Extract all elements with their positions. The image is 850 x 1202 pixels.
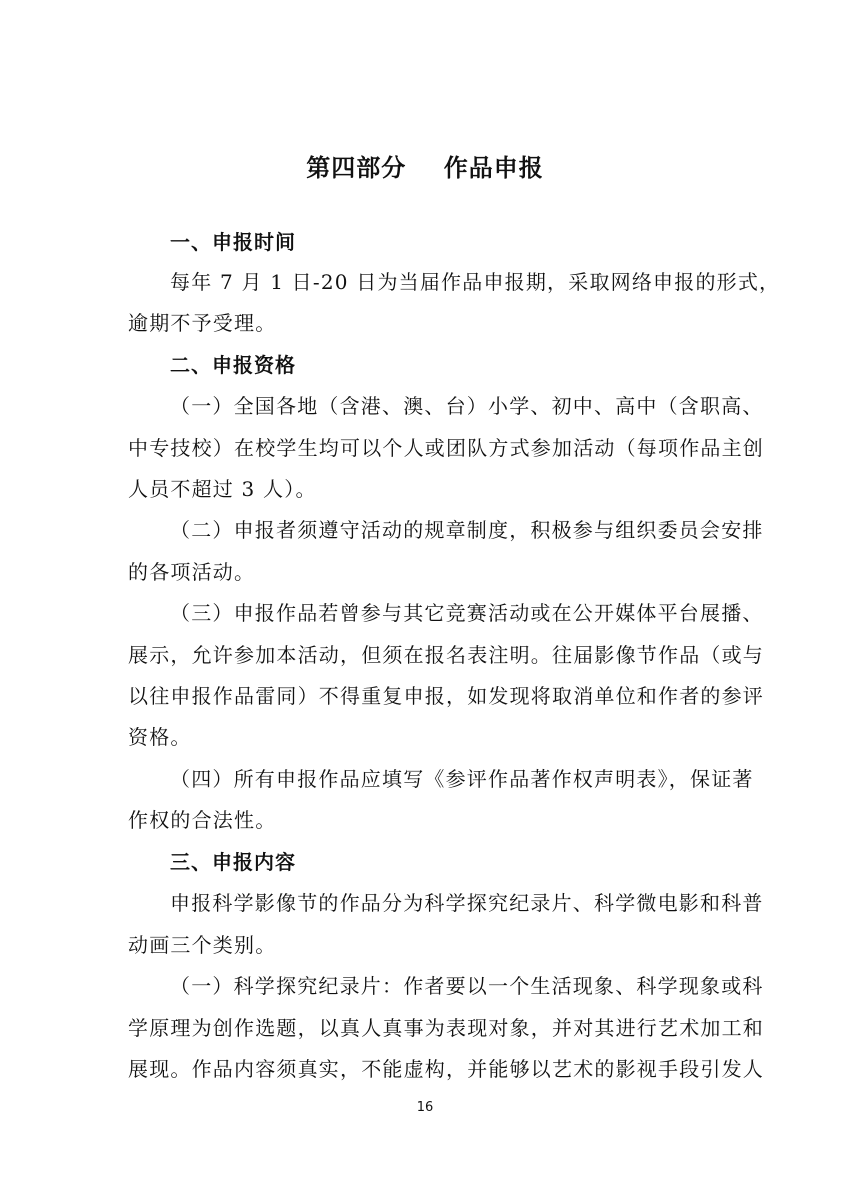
section-heading-time: 一、申报时间 (170, 230, 296, 254)
section-heading-eligibility: 二、申报资格 (170, 353, 296, 377)
paragraph-line: 逾期不予受理。 (128, 311, 277, 335)
paragraph-line: 作权的合法性。 (128, 808, 277, 832)
paragraph-line: 每年 7 月 1 日-20 日为当届作品申报期，采取网络申报的形式， (170, 270, 781, 294)
paragraph-line: 学原理为创作选题，以真人真事为表现对象，并对其进行艺术加工和 (128, 1016, 764, 1040)
page-number: 16 (416, 1100, 434, 1115)
paragraph-line: （四）所有申报作品应填写《参评作品著作权声明表》，保证著 (170, 767, 754, 791)
section-heading-content: 三、申报内容 (170, 850, 296, 874)
paragraph-line: （三）申报作品若曾参与其它竞赛活动或在公开媒体平台展播、 (170, 601, 764, 625)
paragraph-line: 动画三个类别。 (128, 933, 277, 957)
page-title: 第四部分 作品申报 (306, 153, 544, 182)
paragraph-line: 展现。作品内容须真实，不能虚构，并能够以艺术的影视手段引发人 (128, 1057, 764, 1081)
paragraph-line: （一）全国各地（含港、澳、台）小学、初中、高中（含职高、 (170, 394, 764, 418)
paragraph-line: 的各项活动。 (128, 560, 256, 584)
paragraph-line: 展示，允许参加本活动，但须在报名表注明。往届影像节作品（或与 (128, 643, 764, 667)
paragraph-line: （二）申报者须遵守活动的规章制度，积极参与组织委员会安排 (170, 518, 764, 542)
paragraph-line: 申报科学影像节的作品分为科学探究纪录片、科学微电影和科普 (170, 891, 764, 915)
paragraph-line: 以往申报作品雷同）不得重复申报，如发现将取消单位和作者的参评 (128, 684, 764, 708)
paragraph-line: 人员不超过 3 人）。 (128, 477, 317, 501)
paragraph-line: （一）科学探究纪录片：作者要以一个生活现象、科学现象或科 (170, 974, 764, 998)
paragraph-line: 资格。 (128, 725, 192, 749)
paragraph-line: 中专技校）在校学生均可以个人或团队方式参加活动（每项作品主创 (128, 436, 764, 460)
